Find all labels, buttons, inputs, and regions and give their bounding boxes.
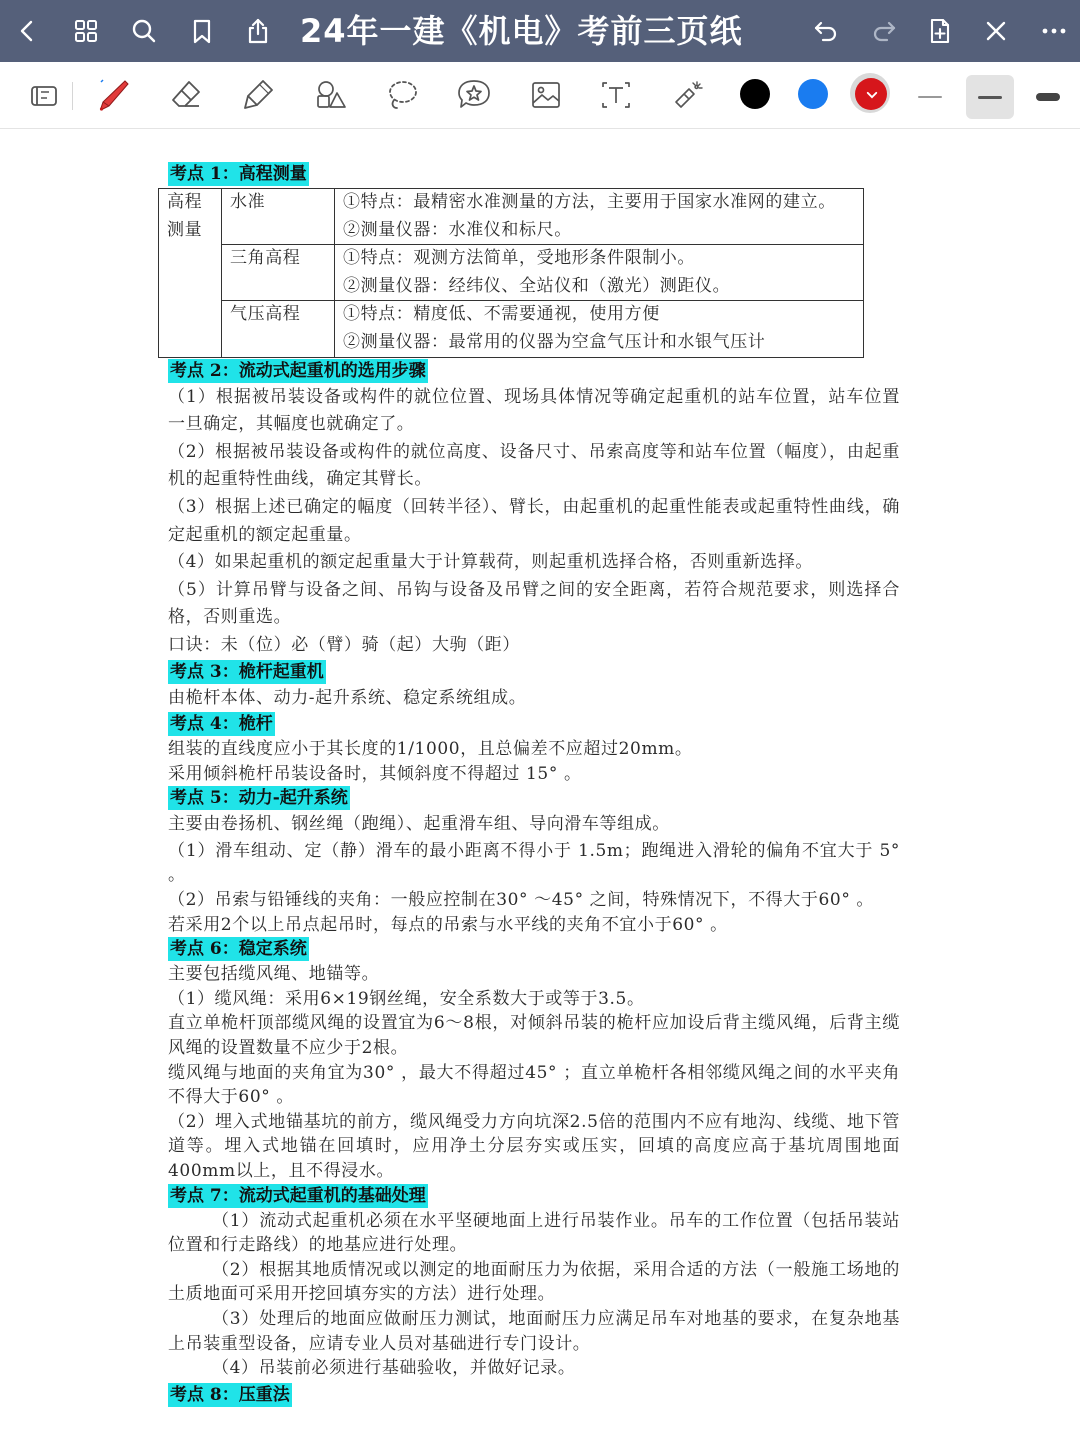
paragraph: （3）处理后的地面应做耐压力测试，地面耐压力应满足吊车对地基的要求，在复杂地基上吊装重型设备，应请专业人员对基础进行专门设计。 (168, 1308, 900, 1354)
paragraph: 组装的直线度应小于其长度的1/1000，且总偏差不应超过20mm。 (168, 739, 693, 760)
table-row-label: 气压高程 (222, 301, 335, 357)
paragraph: 主要由卷扬机、钢丝绳（跑绳）、起重滑车组、导向滑车等组成。 (168, 814, 670, 835)
table-row-label: 三角高程 (222, 245, 335, 301)
paragraph: （2）根据被吊装设备或构件的就位高度、设备尺寸、吊索高度等和站车位置（幅度），由起重机的起重特性曲线，确定其臂长。 (168, 441, 900, 490)
color-swatch-red[interactable] (855, 78, 887, 110)
image-icon[interactable] (526, 75, 566, 115)
section-heading: 考点 4：桅杆 (170, 714, 273, 735)
paragraph: 口诀：未（位）必（臂）骑（起）大驹（距） (168, 634, 520, 655)
paragraph: （1）流动式起重机必须在水平坚硬地面上进行吊装作业。吊车的工作位置（包括吊装站位置和行走路线）的地基应进行处理。 (168, 1210, 900, 1256)
table-cell (335, 301, 864, 357)
back-icon[interactable] (8, 11, 48, 51)
paragraph: （2）吊索与铅锤线的夹角：一般应控制在30° ～45° 之间，特殊情况下，不得大于60° 。 (168, 890, 875, 911)
chevron-down-icon (855, 78, 889, 112)
section-heading: 考点 5：动力-起升系统 (170, 788, 348, 809)
paragraph: 缆风绳与地面的夹角宜为30° ，最大不得超过45° ；直立单桅杆各相邻缆风绳之间的水平夹角不得大于60° 。 (168, 1062, 900, 1108)
color-swatch-black[interactable] (740, 79, 770, 109)
paragraph: 由桅杆本体、动力-起升系统、稳定系统组成。 (168, 687, 527, 708)
table-row (159, 301, 864, 357)
document-title: 24年一建《机电》考前三页纸 (300, 12, 743, 50)
table-cell-line: ②测量仪器：水准仪和标尺。 (343, 219, 572, 240)
elevation-survey-table (158, 188, 864, 358)
redo-icon[interactable] (864, 11, 904, 51)
toolbar-separator (72, 82, 73, 110)
text-icon[interactable] (596, 75, 636, 115)
section-heading: 考点 8：压重法 (170, 1384, 290, 1405)
paragraph: （1）缆风绳：采用6×19钢丝绳，安全系数大于或等于3.5。 (168, 988, 645, 1009)
eraser-icon[interactable] (166, 75, 206, 115)
paragraph: （4）如果起重机的额定起重量大于计算载荷，则起重机选择合格，否则重新选择。 (168, 552, 814, 573)
paragraph: （5）计算吊臂与设备之间、吊钩与设备及吊臂之间的安全距离，若符合规范要求，则选择合格，否则重选。 (168, 579, 900, 628)
table-cell-line: ①特点：观测方法简单，受地形条件限制小。 (343, 248, 695, 269)
table-cell-line: ①特点：精度低、不需要通视，使用方便 (343, 304, 660, 325)
section-heading: 考点 7：流动式起重机的基础处理 (170, 1185, 426, 1206)
paragraph: 采用倾斜桅杆吊装设备时，其倾斜度不得超过 15° 。 (168, 763, 582, 784)
stroke-medium-button[interactable] (966, 75, 1014, 119)
bookmark-icon[interactable] (182, 11, 222, 51)
table-group-cell (159, 189, 222, 358)
table-group-label: 测量 (167, 219, 203, 240)
paragraph: （3）根据上述已确定的幅度（回转半径）、臂长，由起重机的起重性能表或起重特性曲线，确定起重机的额定起重量。 (168, 496, 900, 545)
view-mode-icon[interactable] (24, 75, 64, 115)
share-icon[interactable] (238, 11, 278, 51)
stroke-thin-button[interactable] (906, 75, 954, 119)
document-page (0, 128, 1080, 1440)
paragraph: 直立单桅杆顶部缆风绳的设置宜为6～8根，对倾斜吊装的桅杆应加设后背主缆风绳，后背主缆风绳的设置数量不应少于2根。 (168, 1013, 900, 1059)
paragraph: （2）埋入式地锚基坑的前方，缆风绳受力方向坑深2.5倍的范围内不应有地沟、线缆、地下管道等。埋入式地锚在回填时，应用净土分层夯实或压实，回填的高度应高于基坑周围地面400mm以上，且不得浸水。 (168, 1111, 900, 1181)
section-heading: 考点 6：稳定系统 (170, 939, 307, 960)
table-cell-line: ①特点：最精密水准测量的方法，主要用于国家水准网的建立。 (343, 192, 836, 212)
section-heading: 考点 2：流动式起重机的选用步骤 (170, 360, 426, 381)
lasso-icon[interactable] (382, 75, 422, 115)
more-icon[interactable] (1034, 11, 1074, 51)
section-heading: 考点 3：桅杆起重机 (170, 661, 324, 682)
paragraph: （1）滑车组动、定（静）滑车的最小距离不得小于 1.5m；跑绳进入滑轮的偏角不宜大于 5° 。 (168, 840, 900, 886)
table-cell-line: ②测量仪器：最常用的仪器为空盒气压计和水银气压计 (343, 331, 766, 352)
grid-icon[interactable] (66, 11, 106, 51)
table-group-label: 高程 (167, 192, 203, 212)
paragraph: （2）根据其地质情况或以测定的地面耐压力为依据，采用合适的方法（一般施工场地的土质地面可采用开挖回填夯实的方法）进行处理。 (168, 1259, 900, 1305)
paragraph: （4）吊装前必须进行基础验收，并做好记录。 (212, 1358, 576, 1379)
stroke-thick-button[interactable] (1024, 75, 1072, 119)
paragraph: 主要包括缆风绳、地锚等。 (168, 964, 380, 985)
add-page-icon[interactable] (920, 11, 960, 51)
table-cell-line: ②测量仪器：经纬仪、全站仪和（激光）测距仪。 (343, 275, 731, 296)
drawing-toolbar (0, 62, 1080, 129)
paragraph: 若采用2个以上吊点起吊时，每点的吊索与水平线的夹角不宜小于60° 。 (168, 914, 728, 935)
paragraph: （1）根据被吊装设备或构件的就位位置、现场具体情况等确定起重机的站车位置，站车位置一旦确定，其幅度也就确定了。 (168, 386, 900, 435)
table-cell (335, 189, 864, 245)
highlighter-icon[interactable] (238, 75, 278, 115)
section-heading: 考点 1：高程测量 (170, 164, 307, 184)
table-row (159, 189, 864, 245)
table-row (159, 245, 864, 301)
sticker-icon[interactable] (454, 75, 494, 115)
page-content (168, 162, 900, 1408)
search-icon[interactable] (124, 11, 164, 51)
pen-icon[interactable] (94, 75, 134, 115)
laser-pointer-icon[interactable] (668, 75, 708, 115)
table-row-label: 水准 (222, 189, 335, 245)
shapes-icon[interactable] (310, 75, 350, 115)
undo-icon[interactable] (806, 11, 846, 51)
color-swatch-blue[interactable] (798, 79, 828, 109)
close-icon[interactable] (976, 11, 1016, 51)
top-navigation-bar (0, 0, 1080, 62)
table-cell (335, 245, 864, 301)
